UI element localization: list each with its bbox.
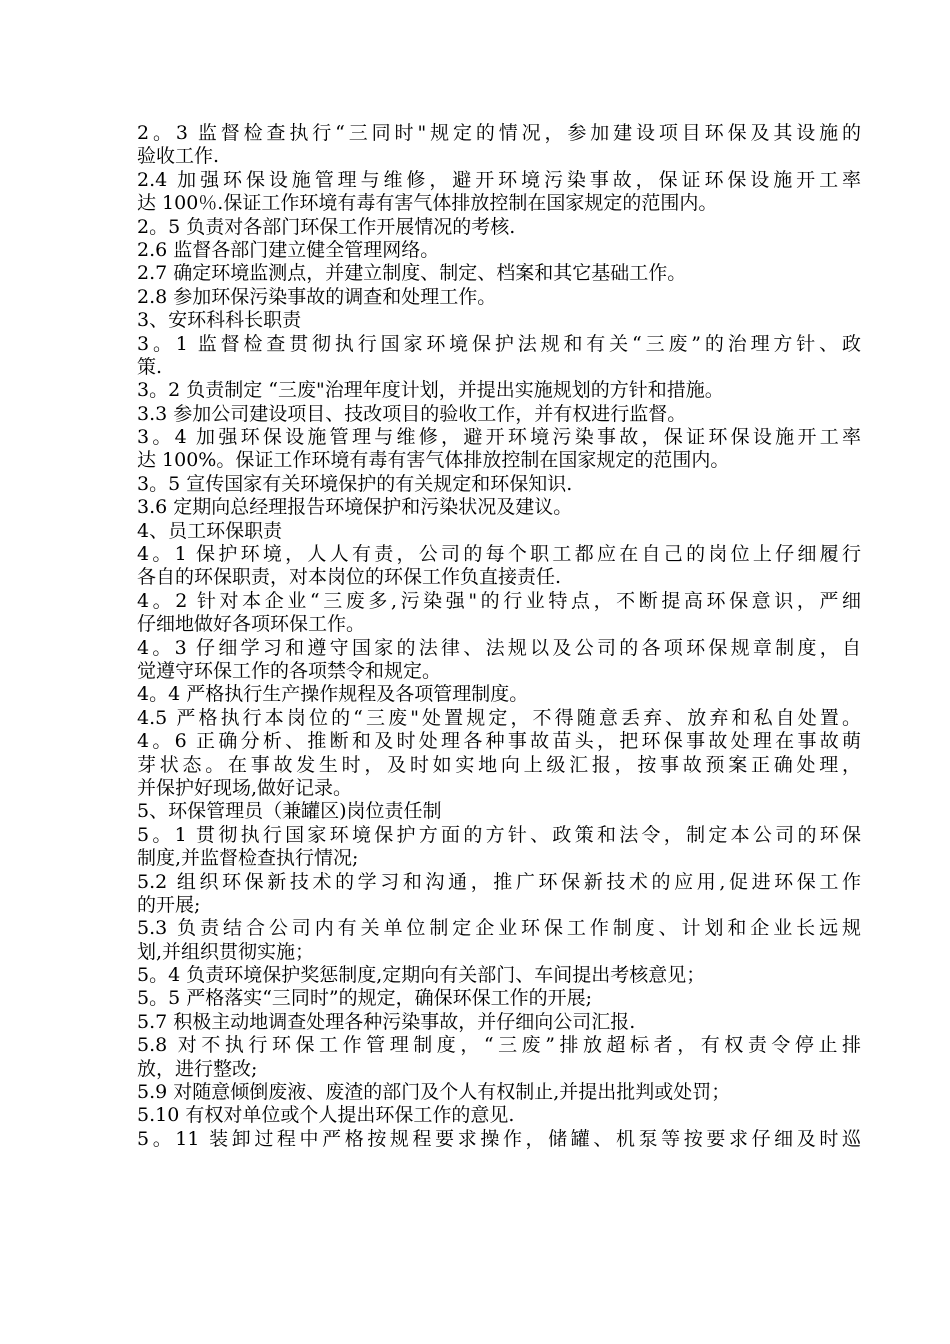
text-line: 4、员工环保职责 [137,519,283,542]
text-line: 5.3 负责结合公司内有关单位制定企业环保工作制度、计划和企业长远规 [137,917,861,940]
text-line: 2。3 监督检查执行“三同时"规定的情况，参加建设项目环保及其设施的 [137,122,861,144]
text-line: 4。2 针对本企业“三废多,污染强"的行业特点，不断提高环保意识，严细 [137,589,861,612]
text-line: 放，进行整改; [137,1057,258,1080]
text-line: 达 100%。保证工作环境有毒有害气体排放控制在国家规定的范围内。 [137,449,730,472]
text-line: 策. [137,355,163,378]
text-line: 3。5 宣传国家有关环境保护的有关规定和环保知识. [137,472,573,495]
text-line: 2.4 加强环保设施管理与维修，避开环境污染事故，保证环保设施开工率 [137,168,861,191]
text-line: 验收工作. [137,145,220,168]
text-line: 4。1 保护环境，人人有责，公司的每个职工都应在自己的岗位上仔细履行 [137,543,861,566]
text-line: 觉遵守环保工作的各项禁令和规定。 [137,659,442,682]
text-line: 4。6 正确分析、推断和及时处理各种事故苗头，把环保事故处理在事故萌 [137,730,861,753]
text-line: 5.2 组织环保新技术的学习和沟通，推广环保新技术的应用,促进环保工作 [137,870,861,893]
text-line: 芽状态。在事故发生时，及时如实地向上级汇报，按事故预案正确处理， [137,753,861,776]
text-line: 5.8 对不执行环保工作管理制度，“三废”排放超标者，有权责令停止排 [137,1034,861,1057]
text-line: 并保护好现场,做好记录。 [137,776,353,799]
text-line: 仔细地做好各项环保工作。 [137,613,366,636]
text-line: 的开展; [137,893,201,916]
text-line: 5.10 有权对单位或个人提出环保工作的意见. [137,1104,515,1127]
text-line: 划,并组织贯彻实施； [137,940,315,963]
text-line: 4。4 严格执行生产操作规程及各项管理制度。 [137,683,529,706]
text-line: 5。1 贯彻执行国家环境保护方面的方针、政策和法令，制定本公司的环保 [137,823,861,846]
text-line: 5。4 负责环境保护奖惩制度,定期向有关部门、车间提出考核意见； [137,964,706,987]
text-line: 3、安环科科长职责 [137,309,302,332]
text-line: 3.3 参加公司建设项目、技改项目的验收工作，并有权进行监督。 [137,402,687,425]
text-line: 4.5 严格执行本岗位的“三废"处置规定，不得随意丢弃、放弃和私自处置。 [137,706,861,729]
text-line: 3。4 加强环保设施管理与维修，避开环境污染事故，保证环保设施开工率 [137,426,861,449]
text-line: 2.8 参加环保污染事故的调查和处理工作。 [137,285,497,308]
text-line: 5。5 严格落实“三同时”的规定，确保环保工作的开展; [137,987,593,1010]
text-line: 5.7 积极主动地调查处理各种污染事故，并仔细向公司汇报. [137,1010,636,1033]
text-line: 5.9 对随意倾倒废液、废渣的部门及个人有权制止,并提出批判或处罚； [137,1081,731,1104]
text-line: 达 100％.保证工作环境有毒有害气体排放控制在国家规定的范围内。 [137,192,718,215]
text-line: 3。1 监督检查贯彻执行国家环境保护法规和有关“三废”的治理方针、政 [137,332,861,355]
document-body [137,122,861,1151]
text-line: 2.7 确定环境监测点，并建立制度、制定、档案和其它基础工作。 [137,262,687,285]
text-line: 3。2 负责制定 “三废"治理年度计划，并提出实施规划的方针和措施。 [137,379,724,402]
text-line: 5。11 装卸过程中严格按规程要求操作，储罐、机泵等按要求仔细及时巡 [137,1127,861,1150]
text-line: 4。3 仔细学习和遵守国家的法律、法规以及公司的各项环保规章制度，自 [137,636,861,659]
text-line: 3.6 定期向总经理报告环境保护和污染状况及建议。 [137,496,573,519]
text-line: 2.6 监督各部门建立健全管理网络。 [137,238,440,261]
text-line: 2。5 负责对各部门环保工作开展情况的考核. [137,215,516,238]
text-line: 5、环保管理员（兼罐区)岗位责任制 [137,800,442,823]
text-line: 各自的环保职责，对本岗位的环保工作负直接责任. [137,566,562,589]
text-line: 制度,并监督检查执行情况; [137,847,359,870]
